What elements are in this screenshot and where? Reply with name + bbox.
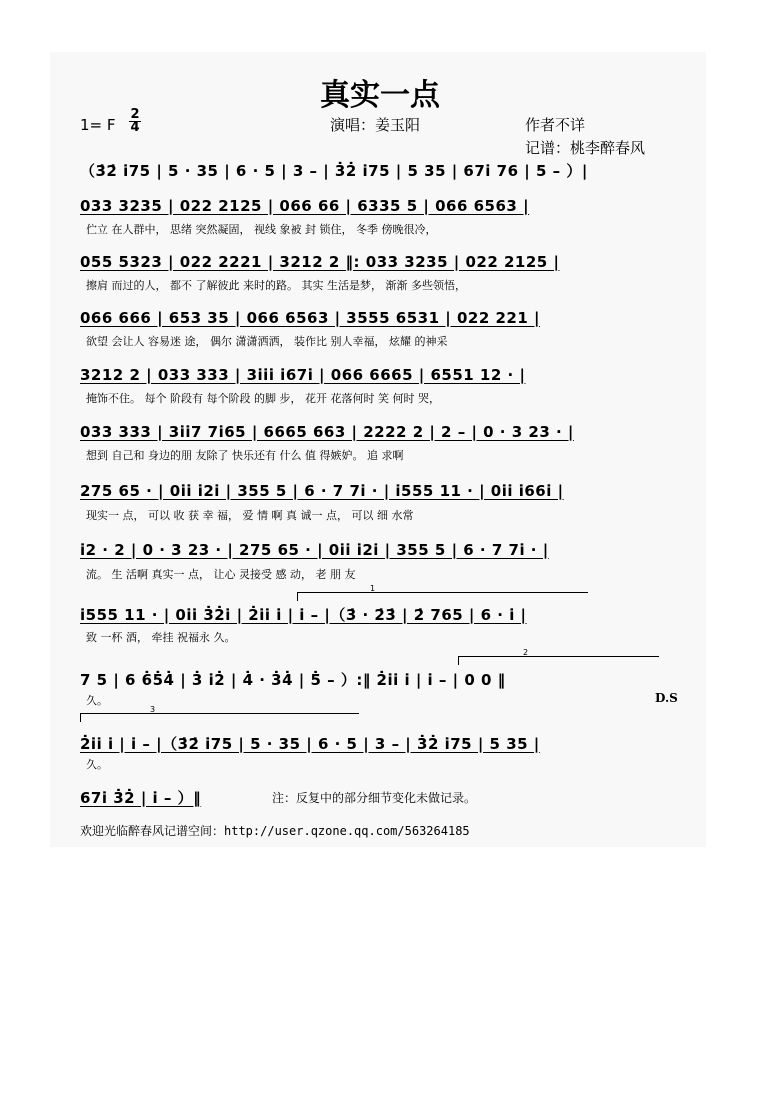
volta-bracket-2 bbox=[458, 656, 659, 665]
author-credit: 作者不详 bbox=[525, 116, 586, 134]
ds-mark: D.S bbox=[655, 691, 678, 705]
lyric-row-11: 久。 bbox=[86, 758, 108, 771]
notation-row-10: 7 5 | 6 6̇5̇4̇ | 3̇ i̇2̇ | 4̇ · 3̇4̇ | 5̇ – ）:‖ 2̇i̇i̇ i̇ | i̇ – | 0 0 ‖ bbox=[80, 671, 506, 689]
time-signature-bottom: 4 bbox=[130, 120, 140, 135]
notation-row-5: 3212 2 | 033 333 | 3i̇i̇i̇ i̇67i̇ | 066 6665 | 6551 12 · | bbox=[80, 366, 526, 384]
singer-credit: 演唱：姜玉阳 bbox=[330, 116, 421, 134]
lyric-row-8: 流。 生 活啊 真实一 点， 让心 灵接受 感 动， 老 朋 友 bbox=[86, 568, 356, 581]
notation-row-8: i̇2 · 2 | 0 · 3 23 · | 275 65 · | 0i̇i̇ i̇2i̇ | 355 5 | 6 · 7 7i̇ · | bbox=[80, 541, 549, 559]
volta-bracket-3 bbox=[80, 713, 359, 722]
notation-row-3: 055 5323 | 022 2221 | 3212 2 ‖: 033 3235 | 022 2125 | bbox=[80, 253, 560, 271]
song-title: 真实一点 bbox=[320, 78, 440, 113]
lyric-row-5: 掩饰不住。 每个 阶段有 每个阶段 的脚 步， 花开 花落何时 笑 何时 哭， bbox=[86, 392, 440, 405]
notation-row-6: 033 333 | 3i̇i̇7 7i̇65 | 6665 663 | 2222 2 | 2 – | 0 · 3 23 · | bbox=[80, 423, 574, 441]
lyric-row-3: 擦肩 而过的人， 都不 了解彼此 来时的路。 其实 生活是梦， 渐渐 多些领悟， bbox=[86, 279, 466, 292]
notation-row-2: 033 3235 | 022 2125 | 066 66 | 6335 5 | 066 6563 | bbox=[80, 197, 530, 215]
transcription-note: 注：反复中的部分细节变化未做记录。 bbox=[272, 791, 477, 805]
lyric-row-10: 久。 bbox=[86, 694, 108, 707]
volta-number-3: 3 bbox=[150, 705, 156, 714]
transcriber-credit: 记谱：桃李醉春风 bbox=[525, 139, 646, 157]
footer-link-text: 欢迎光临醉春风记谱空间：http://user.qzone.qq.com/563264185 bbox=[80, 824, 470, 838]
volta-number-2: 2 bbox=[523, 648, 529, 657]
lyric-row-7: 现实一 点， 可以 收 获 幸 福， 爱 情 啊 真 诚一 点， 可以 细 水常 bbox=[86, 509, 414, 522]
lyric-row-9: 致 一杯 酒， 牵挂 祝福永 久。 bbox=[86, 631, 236, 644]
notation-row-11: 2̇i̇i̇ i̇ | i̇ – |（3̇2̇ i̇75 | 5 · 35 | 6 · 5 | 3 – | 3̇2̇ i̇75 | 5 35 | bbox=[80, 735, 540, 753]
notation-row-12: 67i̇ 3̇2̇ | i̇ – ）‖ bbox=[80, 789, 202, 807]
notation-row-4: 066 666 | 653 35 | 066 6563 | 3555 6531 | 022 221 | bbox=[80, 309, 540, 327]
lyric-row-6: 想到 自己和 身边的朋 友除了 快乐还有 什么 值 得嫉妒。 追 求啊 bbox=[86, 449, 404, 462]
volta-bracket-1 bbox=[297, 592, 588, 601]
notation-row-7: 275 65 · | 0i̇i̇ i̇2i̇ | 355 5 | 6 · 7 7i̇ · | i̇555 11 · | 0i̇i̇ i̇66i̇ | bbox=[80, 482, 564, 500]
notation-row-9: i̇555 11 · | 0i̇i̇ 3̇2̇i̇ | 2̇i̇i̇ i̇ | i̇ – |（3̇ · 2̇3̇ | 2̇ 765 | 6 · i̇ | bbox=[80, 606, 527, 624]
time-signature bbox=[129, 109, 141, 134]
notation-row-1: （3̇2̇ i̇75 | 5 · 35 | 6 · 5 | 3 – | 3̇2̇ i̇75 | 5 35 | 67i̇ 76 | 5 – ）| bbox=[80, 162, 588, 180]
key-signature: 1= F bbox=[80, 116, 116, 134]
lyric-row-4: 欲望 会让人 容易迷 途， 偶尔 潇潇洒洒， 装作比 别人幸福， 炫耀 的神采 bbox=[86, 335, 448, 348]
lyric-row-2: 伫立 在人群中， 思绪 突然凝固， 视线 象被 封 锁住， 冬季 傍晚很冷， bbox=[86, 223, 437, 236]
volta-number-1: 1 bbox=[370, 584, 376, 593]
time-signature-top: 2 bbox=[130, 107, 140, 122]
